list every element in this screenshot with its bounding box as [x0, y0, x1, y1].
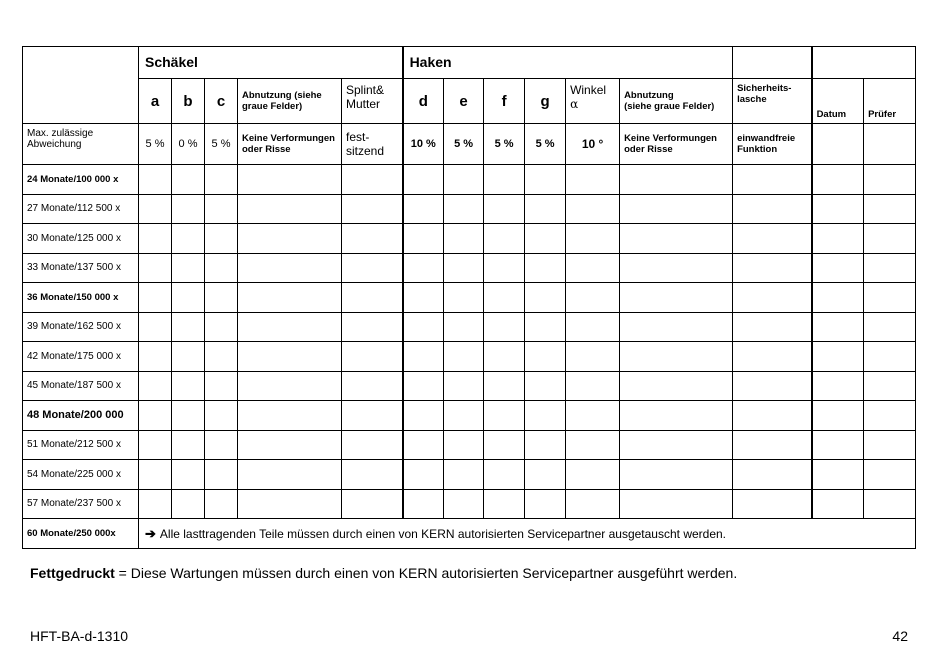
check-cell[interactable] [238, 283, 342, 313]
check-cell[interactable] [733, 165, 812, 195]
check-cell[interactable] [620, 342, 733, 372]
final-row-message [139, 519, 916, 549]
check-cell[interactable] [444, 342, 484, 372]
column-header-row [23, 79, 916, 124]
check-cell[interactable] [205, 283, 238, 313]
check-cell[interactable] [444, 283, 484, 313]
limit-datum [812, 124, 864, 165]
check-cell[interactable] [733, 253, 812, 283]
check-cell[interactable] [238, 224, 342, 254]
check-cell[interactable] [342, 430, 403, 460]
check-cell[interactable] [139, 460, 172, 490]
check-cell[interactable] [525, 342, 566, 372]
check-cell[interactable] [864, 253, 916, 283]
interval-row [23, 342, 916, 372]
interval-label: 45 Monate/187 500 x [23, 371, 139, 401]
check-cell[interactable] [444, 194, 484, 224]
check-cell[interactable] [566, 460, 620, 490]
check-cell[interactable] [403, 253, 444, 283]
check-cell[interactable] [566, 401, 620, 431]
check-cell[interactable] [342, 253, 403, 283]
interval-label: 27 Monate/112 500 x [23, 194, 139, 224]
check-cell[interactable] [525, 165, 566, 195]
check-cell[interactable] [444, 430, 484, 460]
check-cell[interactable] [733, 371, 812, 401]
interval-label: 24 Monate/100 000 x [23, 165, 139, 195]
check-cell[interactable] [139, 194, 172, 224]
check-cell[interactable] [620, 401, 733, 431]
check-cell[interactable] [733, 224, 812, 254]
check-cell[interactable] [205, 489, 238, 519]
check-cell[interactable] [342, 312, 403, 342]
check-cell[interactable] [566, 312, 620, 342]
col-winkel-header [566, 79, 620, 124]
check-cell[interactable] [733, 401, 812, 431]
interval-row [23, 165, 916, 195]
check-cell[interactable] [238, 460, 342, 490]
check-cell[interactable] [864, 194, 916, 224]
limit-prufer [864, 124, 916, 165]
check-cell[interactable] [525, 253, 566, 283]
check-cell[interactable] [812, 342, 864, 372]
check-cell[interactable] [733, 283, 812, 313]
limit-f: 5 % [484, 124, 525, 165]
limit-b: 0 % [172, 124, 205, 165]
arrow-icon: ➔ [145, 525, 156, 541]
alpha-symbol: α [570, 97, 579, 111]
check-cell[interactable] [342, 342, 403, 372]
check-cell[interactable] [238, 489, 342, 519]
check-cell[interactable] [172, 460, 205, 490]
check-cell[interactable] [172, 489, 205, 519]
check-cell[interactable] [566, 165, 620, 195]
check-cell[interactable] [444, 253, 484, 283]
check-cell[interactable] [812, 224, 864, 254]
check-cell[interactable] [864, 489, 916, 519]
check-cell[interactable] [566, 489, 620, 519]
check-cell[interactable] [403, 342, 444, 372]
limit-abnutzung-schakel: Keine Verformungen oder Risse [238, 124, 342, 165]
check-cell[interactable] [403, 460, 444, 490]
check-cell[interactable] [444, 489, 484, 519]
check-cell[interactable] [864, 371, 916, 401]
check-cell[interactable] [812, 194, 864, 224]
check-cell[interactable] [484, 283, 525, 313]
check-cell[interactable] [205, 401, 238, 431]
col-splint-header: Splint& Mutter [342, 79, 403, 124]
check-cell[interactable] [525, 371, 566, 401]
check-cell[interactable] [812, 165, 864, 195]
check-cell[interactable] [484, 253, 525, 283]
col-b-header: b [172, 79, 205, 124]
col-g-header: g [525, 79, 566, 124]
interval-row [23, 312, 916, 342]
check-cell[interactable] [205, 194, 238, 224]
interval-label: 54 Monate/225 000 x [23, 460, 139, 490]
check-cell[interactable] [403, 371, 444, 401]
check-cell[interactable] [172, 283, 205, 313]
check-cell[interactable] [812, 489, 864, 519]
check-cell[interactable] [172, 312, 205, 342]
check-cell[interactable] [484, 194, 525, 224]
check-cell[interactable] [139, 224, 172, 254]
limit-splint: fest-sitzend [342, 124, 403, 165]
check-cell[interactable] [403, 194, 444, 224]
check-cell[interactable] [342, 371, 403, 401]
col-abnutzung-haken-header [620, 79, 733, 124]
interval-label: 39 Monate/162 500 x [23, 312, 139, 342]
check-cell[interactable] [139, 165, 172, 195]
check-cell[interactable] [238, 312, 342, 342]
check-cell[interactable] [525, 312, 566, 342]
check-cell[interactable] [864, 312, 916, 342]
corner-cell [23, 47, 139, 124]
empty-header-cell [733, 47, 812, 79]
check-cell[interactable] [484, 312, 525, 342]
interval-label: 48 Monate/200 000 [23, 401, 139, 431]
interval-row [23, 253, 916, 283]
check-cell[interactable] [812, 401, 864, 431]
check-cell[interactable] [403, 489, 444, 519]
check-cell[interactable] [172, 253, 205, 283]
col-e-header: e [444, 79, 484, 124]
check-cell[interactable] [812, 312, 864, 342]
check-cell[interactable] [172, 371, 205, 401]
check-cell[interactable] [172, 430, 205, 460]
winkel-label: Winkel [570, 83, 607, 97]
check-cell[interactable] [403, 430, 444, 460]
check-cell[interactable] [238, 253, 342, 283]
check-cell[interactable] [620, 194, 733, 224]
abnutzung-haken-line1: Abnutzung [624, 90, 674, 101]
limit-d: 10 % [403, 124, 444, 165]
check-cell[interactable] [139, 401, 172, 431]
check-cell[interactable] [733, 430, 812, 460]
check-cell[interactable] [566, 342, 620, 372]
check-cell[interactable] [864, 342, 916, 372]
check-cell[interactable] [444, 224, 484, 254]
check-cell[interactable] [172, 165, 205, 195]
check-cell[interactable] [342, 460, 403, 490]
interval-row [23, 283, 916, 313]
check-cell[interactable] [238, 371, 342, 401]
note-text: = Diese Wartungen müssen durch einen von KERN autorisierten Servicepartner ausgeführt werden. [114, 565, 738, 581]
check-cell[interactable] [525, 401, 566, 431]
schakel-header: Schäkel [139, 47, 403, 79]
check-cell[interactable] [812, 430, 864, 460]
check-cell[interactable] [484, 401, 525, 431]
check-cell[interactable] [620, 283, 733, 313]
check-cell[interactable] [864, 430, 916, 460]
check-cell[interactable] [205, 430, 238, 460]
col-d-header: d [403, 79, 444, 124]
check-cell[interactable] [566, 283, 620, 313]
haken-header: Haken [403, 47, 733, 79]
check-cell[interactable] [484, 460, 525, 490]
limit-winkel: 10 ° [566, 124, 620, 165]
check-cell[interactable] [812, 283, 864, 313]
bold-legend-note [30, 565, 737, 581]
check-cell[interactable] [864, 460, 916, 490]
col-f-header: f [484, 79, 525, 124]
check-cell[interactable] [238, 342, 342, 372]
check-cell[interactable] [812, 460, 864, 490]
check-cell[interactable] [342, 489, 403, 519]
check-cell[interactable] [444, 371, 484, 401]
limit-e: 5 % [444, 124, 484, 165]
check-cell[interactable] [620, 312, 733, 342]
check-cell[interactable] [620, 460, 733, 490]
check-cell[interactable] [403, 312, 444, 342]
check-cell[interactable] [864, 224, 916, 254]
interval-row [23, 224, 916, 254]
check-cell[interactable] [620, 224, 733, 254]
check-cell[interactable] [620, 489, 733, 519]
check-cell[interactable] [172, 194, 205, 224]
page-number: 42 [892, 628, 908, 644]
check-cell[interactable] [172, 401, 205, 431]
check-cell[interactable] [733, 194, 812, 224]
check-cell[interactable] [484, 342, 525, 372]
section-header-row [23, 47, 916, 79]
final-row [23, 519, 916, 549]
check-cell[interactable] [484, 165, 525, 195]
check-cell[interactable] [733, 342, 812, 372]
check-cell[interactable] [403, 165, 444, 195]
interval-row [23, 489, 916, 519]
check-cell[interactable] [205, 371, 238, 401]
check-cell[interactable] [484, 224, 525, 254]
interval-row [23, 460, 916, 490]
limit-c: 5 % [205, 124, 238, 165]
check-cell[interactable] [733, 312, 812, 342]
check-cell[interactable] [566, 253, 620, 283]
check-cell[interactable] [139, 371, 172, 401]
check-cell[interactable] [484, 430, 525, 460]
check-cell[interactable] [733, 489, 812, 519]
col-datum-header: Datum [812, 79, 864, 124]
check-cell[interactable] [342, 401, 403, 431]
check-cell[interactable] [864, 283, 916, 313]
check-cell[interactable] [484, 371, 525, 401]
final-row-label: 60 Monate/250 000x [23, 519, 139, 549]
check-cell[interactable] [444, 460, 484, 490]
check-cell[interactable] [484, 489, 525, 519]
check-cell[interactable] [342, 194, 403, 224]
limit-a: 5 % [139, 124, 172, 165]
col-sicherheit-header: Sicherheits-lasche [733, 79, 812, 124]
check-cell[interactable] [444, 165, 484, 195]
check-cell[interactable] [238, 194, 342, 224]
interval-row [23, 401, 916, 431]
check-cell[interactable] [342, 283, 403, 313]
check-cell[interactable] [172, 342, 205, 372]
check-cell[interactable] [403, 283, 444, 313]
note-bold-word: Fettgedruckt [30, 565, 115, 581]
check-cell[interactable] [444, 401, 484, 431]
interval-row [23, 371, 916, 401]
check-cell[interactable] [525, 194, 566, 224]
limits-label: Max. zulässige Abweichung [23, 124, 139, 165]
check-cell[interactable] [205, 342, 238, 372]
check-cell[interactable] [205, 312, 238, 342]
check-cell[interactable] [139, 253, 172, 283]
interval-row [23, 430, 916, 460]
check-cell[interactable] [864, 401, 916, 431]
check-cell[interactable] [205, 253, 238, 283]
check-cell[interactable] [403, 401, 444, 431]
interval-label: 33 Monate/137 500 x [23, 253, 139, 283]
check-cell[interactable] [812, 253, 864, 283]
check-cell[interactable] [525, 489, 566, 519]
check-cell[interactable] [620, 253, 733, 283]
check-cell[interactable] [525, 460, 566, 490]
check-cell[interactable] [566, 224, 620, 254]
check-cell[interactable] [566, 371, 620, 401]
check-cell[interactable] [864, 165, 916, 195]
check-cell[interactable] [205, 224, 238, 254]
limit-sicherheit: einwandfreie Funktion [733, 124, 812, 165]
col-prufer-header: Prüfer [864, 79, 916, 124]
check-cell[interactable] [525, 283, 566, 313]
interval-label: 42 Monate/175 000 x [23, 342, 139, 372]
check-cell[interactable] [342, 224, 403, 254]
abnutzung-haken-line2: (siehe graue Felder) [624, 101, 715, 112]
interval-label: 57 Monate/237 500 x [23, 489, 139, 519]
limits-row [23, 124, 916, 165]
check-cell[interactable] [139, 312, 172, 342]
check-cell[interactable] [205, 460, 238, 490]
check-cell[interactable] [139, 489, 172, 519]
maintenance-table [22, 46, 916, 549]
col-a-header: a [139, 79, 172, 124]
document-id: HFT-BA-d-1310 [30, 628, 129, 644]
check-cell[interactable] [620, 430, 733, 460]
empty-header-cell [812, 47, 916, 79]
check-cell[interactable] [342, 165, 403, 195]
limit-abnutzung-haken: Keine Verformungen oder Risse [620, 124, 733, 165]
interval-label: 36 Monate/150 000 x [23, 283, 139, 313]
col-abnutzung-schakel-header: Abnutzung (siehe graue Felder) [238, 79, 342, 124]
check-cell[interactable] [444, 312, 484, 342]
check-cell[interactable] [525, 224, 566, 254]
check-cell[interactable] [139, 342, 172, 372]
limit-g: 5 % [525, 124, 566, 165]
interval-row [23, 194, 916, 224]
check-cell[interactable] [139, 430, 172, 460]
check-cell[interactable] [525, 430, 566, 460]
col-c-header: c [205, 79, 238, 124]
check-cell[interactable] [403, 224, 444, 254]
check-cell[interactable] [139, 283, 172, 313]
check-cell[interactable] [620, 371, 733, 401]
check-cell[interactable] [205, 165, 238, 195]
check-cell[interactable] [733, 460, 812, 490]
check-cell[interactable] [620, 165, 733, 195]
check-cell[interactable] [566, 194, 620, 224]
check-cell[interactable] [238, 430, 342, 460]
check-cell[interactable] [238, 165, 342, 195]
check-cell[interactable] [172, 224, 205, 254]
interval-label: 51 Monate/212 500 x [23, 430, 139, 460]
check-cell[interactable] [238, 401, 342, 431]
final-row-text: Alle lasttragenden Teile müssen durch einen von KERN autorisierten Servicepartner ausgetauscht werden. [159, 526, 727, 541]
check-cell[interactable] [812, 371, 864, 401]
check-cell[interactable] [566, 430, 620, 460]
interval-label: 30 Monate/125 000 x [23, 224, 139, 254]
